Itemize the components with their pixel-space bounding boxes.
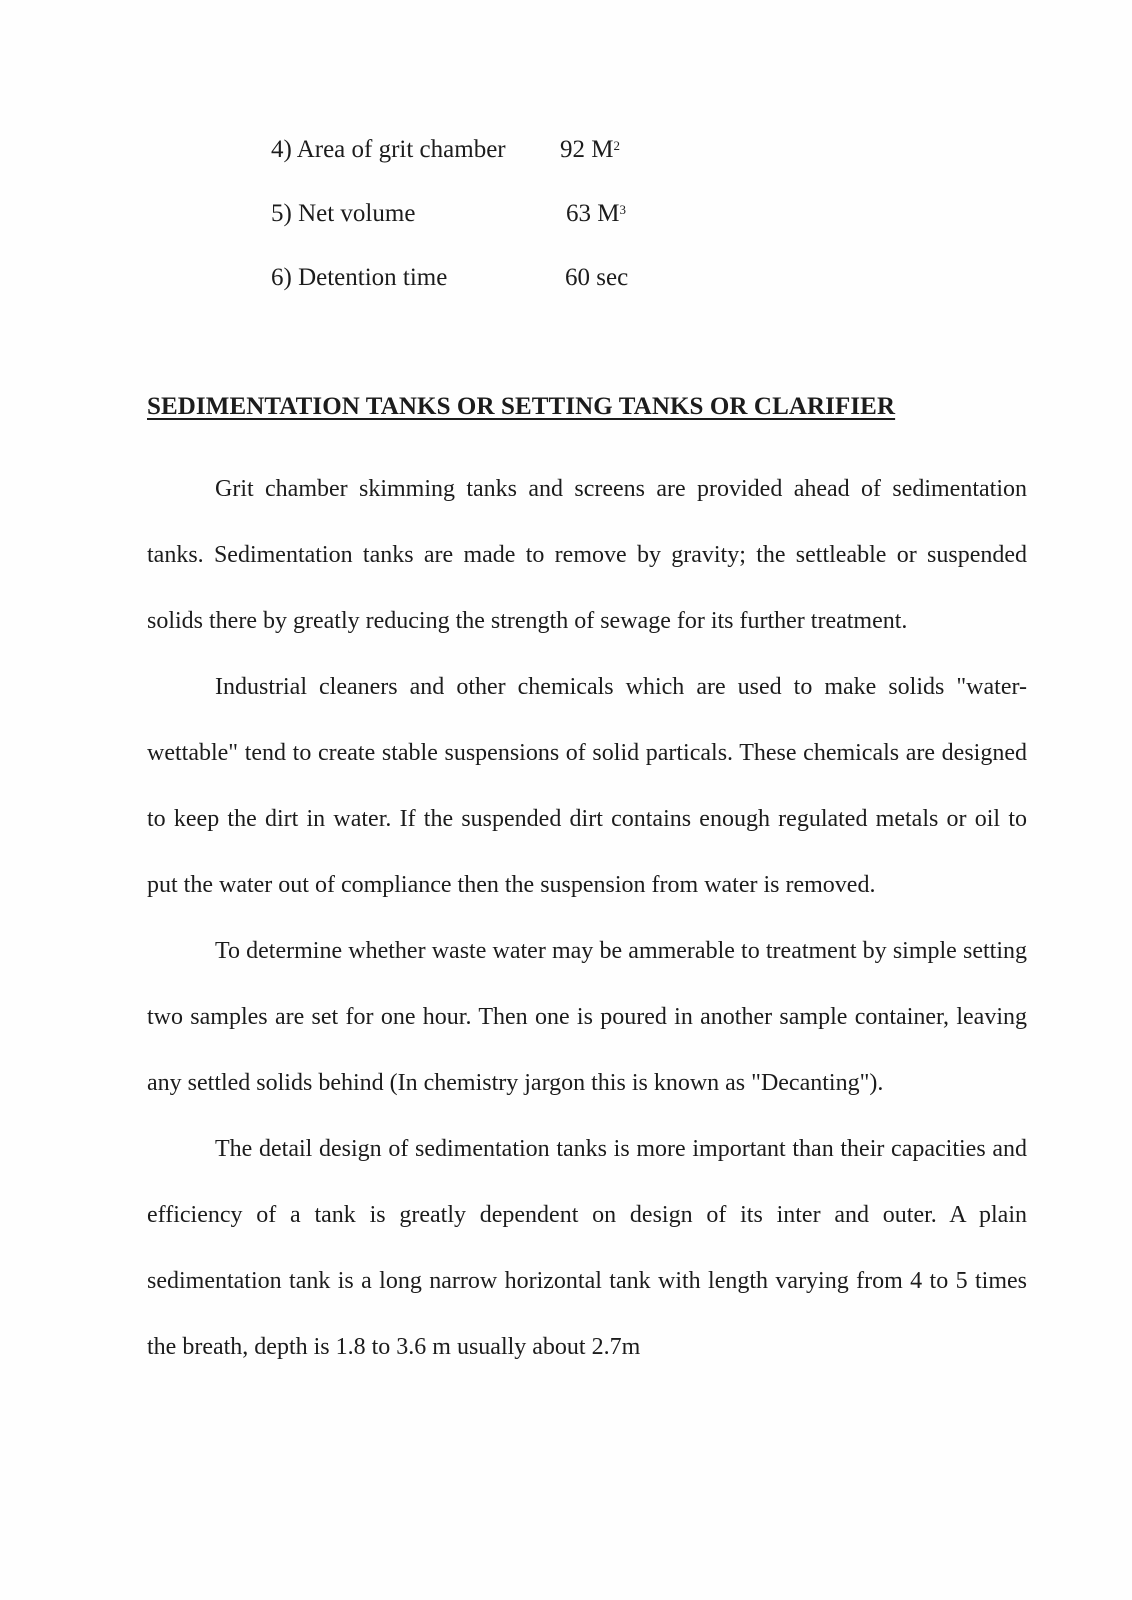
- paragraph: To determine whether waste water may be ammerable to treatment by simple setting two samples are set for one hour. Then one is poured in another sample container, leaving any settled solids behind (In chemistry jargon this is known as "Decanting").: [147, 938, 1027, 1096]
- list-item-label: 5) Net volume: [271, 200, 416, 227]
- list-item-label: 6) Detention time: [271, 264, 448, 291]
- paragraph: Grit chamber skimming tanks and screens are provided ahead of sedimentation tanks. Sedimentation tanks are made to remove by gravity; the settleable or suspended solids there by greatly reducing the strength of sewage for its further treatment.: [147, 476, 1027, 634]
- list-item-value: [560, 130, 620, 170]
- list-item: [271, 194, 771, 258]
- paragraph: The detail design of sedimentation tanks is more important than their capacities and efficiency of a tank is greatly dependent on design of its inter and outer. A plain sedimentation tank is a long narrow horizontal tank with length varying from 4 to 5 times the breath, depth is 1.8 to 3.6 m usually about 2.7m: [147, 1136, 1027, 1360]
- section-heading: SEDIMENTATION TANKS OR SETTING TANKS OR CLARIFIER: [147, 393, 896, 420]
- value-text: 63 M: [566, 200, 620, 227]
- superscript: 3: [619, 202, 626, 217]
- value-text: 92 M: [560, 136, 614, 163]
- list-item: [271, 130, 771, 194]
- value-text: 60 sec: [565, 264, 629, 291]
- paragraph: Industrial cleaners and other chemicals which are used to make solids "water-wettable" tend to create stable suspensions of solid particals. These chemicals are designed to keep the dirt in water. If the suspended dirt contains enough regulated metals or oil to put the water out of compliance then the suspension from water is removed.: [147, 674, 1027, 898]
- body-text: [147, 456, 1027, 1380]
- list-item-value: [566, 194, 626, 234]
- list-item-label: 4) Area of grit chamber: [271, 136, 506, 163]
- superscript: 2: [613, 138, 620, 153]
- grit-chamber-results-list: [271, 130, 771, 322]
- list-item: [271, 258, 771, 322]
- list-item-value: [565, 258, 628, 298]
